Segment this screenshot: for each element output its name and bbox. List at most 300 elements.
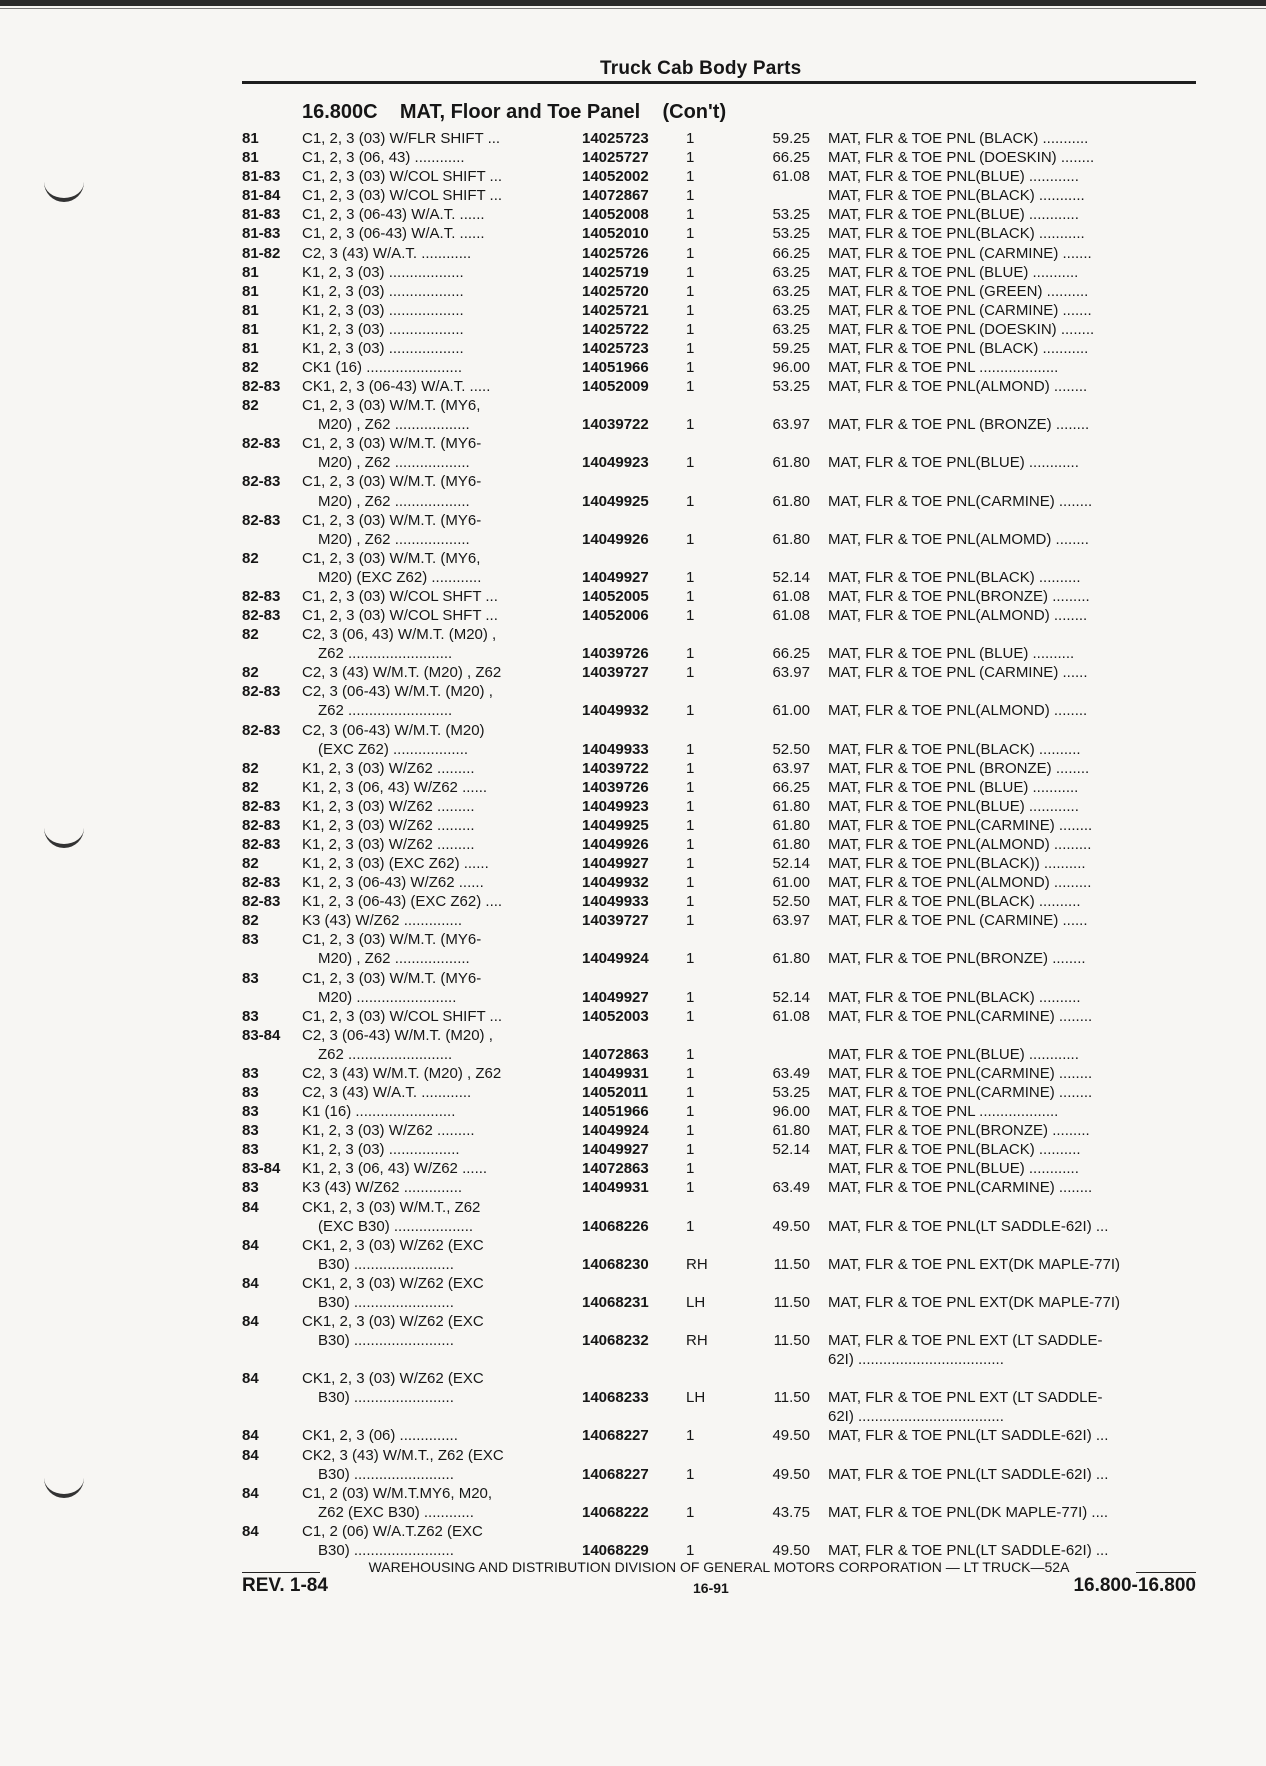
row-desc: MAT, FLR & TOE PNL (BRONZE) ........	[828, 759, 1090, 777]
row-qty: 1	[686, 1103, 695, 1121]
row-part: 14049924	[582, 1122, 649, 1140]
row-desc: MAT, FLR & TOE PNL (CARMINE) .......	[828, 244, 1092, 262]
row-price: 11.50	[773, 1332, 810, 1349]
row-price: 53.25	[772, 206, 810, 224]
row-desc: MAT, FLR & TOE PNL(BLACK)) ..........	[828, 855, 1086, 872]
row-app: K1, 2, 3 (06, 43) W/Z62 ......	[302, 1160, 488, 1178]
row-app: C1, 2, 3 (03) W/COL SHIFT ...	[302, 168, 503, 186]
row-price: 96.00	[772, 359, 810, 376]
row-fig: 82-83	[242, 607, 281, 624]
parts-row	[0, 1522, 1266, 1541]
row-app: K1, 2, 3 (03) W/Z62 .........	[302, 759, 475, 777]
row-desc: 62I) ...................................	[828, 1408, 1004, 1426]
row-part: 14049931	[582, 1179, 649, 1197]
row-app: K1, 2, 3 (03) ..................	[302, 263, 464, 281]
parts-row	[0, 1064, 1266, 1083]
row-fig: 82	[242, 626, 259, 644]
row-app: (EXC B30) ...................	[318, 1217, 474, 1235]
parts-row	[0, 682, 1266, 701]
row-fig: 83	[242, 1084, 259, 1101]
row-qty: RH	[686, 1255, 708, 1273]
row-price: 11.50	[773, 1255, 810, 1273]
row-desc: MAT, FLR & TOE PNL(ALMOND) ........	[828, 702, 1088, 720]
parts-row	[0, 1083, 1266, 1102]
row-part: 14049926	[582, 836, 649, 853]
parts-row	[0, 377, 1266, 396]
row-part: 14049923	[582, 454, 649, 472]
parts-row	[0, 606, 1266, 625]
row-app: M20) , Z62 ..................	[318, 454, 470, 472]
row-qty: 1	[686, 702, 695, 720]
row-app: C2, 3 (43) W/M.T. (M20) , Z62	[302, 1064, 502, 1082]
row-app: K1, 2, 3 (03) ..................	[302, 339, 464, 357]
row-fig: 81	[242, 320, 259, 338]
row-qty: 1	[686, 187, 695, 205]
row-fig: 84	[242, 1522, 259, 1540]
row-qty: 1	[686, 339, 695, 357]
row-desc: MAT, FLR & TOE PNL ...................	[828, 359, 1059, 376]
parts-row	[0, 358, 1266, 377]
parts-row	[0, 224, 1266, 243]
row-app: K1, 2, 3 (06-43) W/Z62 ......	[302, 874, 484, 892]
row-fig: 81-84	[242, 187, 281, 205]
parts-row	[0, 1217, 1266, 1236]
parts-row	[0, 911, 1266, 930]
row-desc: MAT, FLR & TOE PNL(CARMINE) ........	[828, 816, 1093, 834]
row-price: 63.25	[772, 282, 810, 300]
parts-row	[0, 1198, 1266, 1217]
parts-row	[0, 492, 1266, 511]
row-desc: MAT, FLR & TOE PNL (BLACK) ...........	[828, 339, 1089, 357]
row-qty: 1	[686, 759, 695, 777]
row-desc: MAT, FLR & TOE PNL(BLACK) ..........	[828, 988, 1081, 1006]
row-desc: MAT, FLR & TOE PNL (BLACK) ...........	[828, 130, 1089, 147]
row-qty: 1	[686, 740, 695, 758]
row-app: B30) ........................	[318, 1293, 454, 1311]
row-qty: 1	[686, 244, 695, 262]
row-part: 14025722	[582, 320, 649, 338]
row-desc: MAT, FLR & TOE PNL(LT SADDLE-62I) ...	[828, 1217, 1109, 1235]
row-qty: 1	[686, 530, 695, 548]
page-title: Truck Cab Body Parts	[600, 58, 802, 79]
row-qty: 1	[686, 263, 695, 281]
row-fig: 81	[242, 149, 259, 167]
row-app: CK1 (16) .......................	[302, 359, 463, 376]
row-qty: 1	[686, 664, 695, 682]
row-qty: LH	[686, 1389, 706, 1407]
row-app: C1, 2, 3 (03) W/M.T. (MY6-	[302, 435, 482, 453]
row-desc: MAT, FLR & TOE PNL (DOESKIN) ........	[828, 149, 1095, 167]
row-desc: MAT, FLR & TOE PNL(LT SADDLE-62I) ...	[828, 1541, 1109, 1559]
parts-row	[0, 587, 1266, 606]
row-price: 52.50	[772, 893, 810, 911]
row-app: C2, 3 (06-43) W/M.T. (M20) ,	[302, 1026, 493, 1044]
row-desc: MAT, FLR & TOE PNL(ALMOND) .........	[828, 874, 1092, 892]
row-fig: 81	[242, 263, 259, 281]
parts-row	[0, 663, 1266, 682]
parts-row	[0, 797, 1266, 816]
row-app: B30) ........................	[318, 1465, 454, 1483]
row-app: K3 (43) W/Z62 ..............	[302, 1179, 463, 1197]
row-fig: 84	[242, 1198, 259, 1216]
row-part: 14052009	[582, 378, 649, 395]
row-app: B30) ........................	[318, 1255, 454, 1273]
row-desc: MAT, FLR & TOE PNL EXT (LT SADDLE-	[828, 1389, 1103, 1407]
row-desc: MAT, FLR & TOE PNL (CARMINE) .......	[828, 301, 1092, 319]
row-app: C1, 2, 3 (03) W/M.T. (MY6-	[302, 931, 482, 949]
row-fig: 82-83	[242, 836, 281, 853]
parts-row	[0, 244, 1266, 263]
row-part: 14072867	[582, 187, 649, 205]
row-app: C2, 3 (06-43) W/M.T. (M20)	[302, 721, 485, 739]
row-fig: 82	[242, 664, 259, 682]
row-fig: 81	[242, 301, 259, 319]
row-desc: MAT, FLR & TOE PNL(BLACK) ..........	[828, 740, 1081, 758]
row-fig: 81-83	[242, 225, 281, 243]
row-price: 49.50	[772, 1427, 810, 1445]
parts-row	[0, 1407, 1266, 1426]
row-app: C1, 2, 3 (03) W/M.T. (MY6-	[302, 473, 482, 491]
row-qty: 1	[686, 587, 695, 605]
row-qty: 1	[686, 874, 695, 892]
row-price: 66.25	[772, 645, 810, 663]
row-fig: 82-83	[242, 378, 281, 395]
row-price: 61.80	[772, 1122, 810, 1140]
row-qty: 1	[686, 149, 695, 167]
row-qty: 1	[686, 1122, 695, 1140]
row-qty: 1	[686, 378, 695, 395]
row-app: (EXC Z62) ..................	[318, 740, 469, 758]
parts-row	[0, 530, 1266, 549]
row-app: C1, 2, 3 (03) W/COL SHIFT ...	[302, 187, 503, 205]
parts-row	[0, 1026, 1266, 1045]
row-part: 14049933	[582, 893, 649, 911]
row-app: M20) , Z62 ..................	[318, 416, 470, 434]
parts-row	[0, 969, 1266, 988]
row-fig: 83	[242, 1122, 259, 1140]
row-app: CK1, 2, 3 (03) W/Z62 (EXC	[302, 1274, 484, 1292]
row-qty: 1	[686, 1541, 695, 1559]
row-price: 63.49	[772, 1064, 810, 1082]
row-app: C2, 3 (43) W/M.T. (M20) , Z62	[302, 664, 502, 682]
row-part: 14049925	[582, 492, 649, 510]
row-qty: 1	[686, 206, 695, 224]
row-qty: 1	[686, 168, 695, 186]
parts-row	[0, 1369, 1266, 1388]
row-part: 14049931	[582, 1064, 649, 1082]
row-fig: 82-83	[242, 816, 281, 834]
row-price: 61.80	[772, 950, 810, 968]
section-range: 16.800-16.800	[1073, 1575, 1196, 1596]
parts-row	[0, 1178, 1266, 1197]
row-fig: 84	[242, 1370, 259, 1388]
footer-rule	[1136, 1572, 1196, 1573]
row-app: C2, 3 (06, 43) W/M.T. (M20) ,	[302, 626, 497, 644]
row-part: 14039726	[582, 645, 649, 663]
row-part: 14052002	[582, 168, 649, 186]
row-desc: MAT, FLR & TOE PNL(BLUE) ............	[828, 797, 1079, 815]
parts-row	[0, 625, 1266, 644]
row-app: C1, 2, 3 (03) W/COL SHIFT ...	[302, 1007, 503, 1025]
row-qty: 1	[686, 416, 695, 434]
parts-row	[0, 301, 1266, 320]
row-fig: 83	[242, 1103, 259, 1121]
row-app: CK2, 3 (43) W/M.T., Z62 (EXC	[302, 1446, 504, 1464]
row-desc: MAT, FLR & TOE PNL(CARMINE) ........	[828, 1179, 1093, 1197]
parts-row	[0, 396, 1266, 415]
row-qty: 1	[686, 855, 695, 872]
row-desc: MAT, FLR & TOE PNL(ALMOND) .........	[828, 836, 1092, 853]
row-app: C2, 3 (43) W/A.T. ............	[302, 1084, 472, 1101]
row-qty: 1	[686, 320, 695, 338]
parts-row	[0, 1121, 1266, 1140]
parts-row	[0, 1388, 1266, 1407]
row-app: K1, 2, 3 (06-43) (EXC Z62) ....	[302, 893, 503, 911]
row-fig: 81-83	[242, 168, 281, 186]
row-part: 14052003	[582, 1007, 649, 1025]
row-part: 14052010	[582, 225, 649, 243]
row-fig: 82-83	[242, 893, 281, 911]
row-desc: MAT, FLR & TOE PNL(CARMINE) ........	[828, 1064, 1093, 1082]
row-price: 61.80	[772, 530, 810, 548]
row-price: 52.50	[772, 740, 810, 758]
row-part: 14039722	[582, 759, 649, 777]
row-price: 61.80	[772, 836, 810, 853]
row-price: 66.25	[772, 244, 810, 262]
section-continued: (Con't)	[662, 101, 727, 123]
row-price: 52.14	[772, 568, 810, 586]
row-qty: 1	[686, 1007, 695, 1025]
row-app: C1, 2 (06) W/A.T.Z62 (EXC	[302, 1522, 483, 1540]
row-desc: MAT, FLR & TOE PNL(BLUE) ............	[828, 168, 1079, 186]
row-part: 14039726	[582, 778, 649, 796]
parts-row	[0, 1312, 1266, 1331]
row-desc: MAT, FLR & TOE PNL(BLUE) ............	[828, 206, 1079, 224]
row-qty: 1	[686, 1465, 695, 1483]
row-fig: 83	[242, 931, 259, 949]
row-fig: 83	[242, 1179, 259, 1197]
parts-row	[0, 835, 1266, 854]
parts-row	[0, 1102, 1266, 1121]
row-app: CK1, 2, 3 (03) W/Z62 (EXC	[302, 1313, 484, 1330]
row-fig: 83	[242, 1141, 259, 1159]
row-part: 14049925	[582, 816, 649, 834]
row-qty: 1	[686, 607, 695, 624]
row-part: 14051966	[582, 359, 649, 376]
row-qty: 1	[686, 1160, 695, 1178]
row-desc: MAT, FLR & TOE PNL(ALMOND) ........	[828, 378, 1088, 395]
row-app: K1, 2, 3 (03) W/Z62 .........	[302, 816, 475, 834]
parts-row	[0, 1350, 1266, 1369]
row-qty: 1	[686, 836, 695, 853]
row-app: CK1, 2, 3 (06) ..............	[302, 1427, 458, 1445]
row-app: M20) , Z62 ..................	[318, 950, 470, 968]
parts-row	[0, 701, 1266, 720]
row-part: 14025719	[582, 263, 649, 281]
footer-rule	[242, 1572, 320, 1573]
row-price: 63.97	[772, 759, 810, 777]
row-part: 14068232	[582, 1332, 649, 1349]
row-app: K1, 2, 3 (03) (EXC Z62) ......	[302, 855, 489, 872]
row-desc: MAT, FLR & TOE PNL (BLUE) ...........	[828, 778, 1079, 796]
row-desc: MAT, FLR & TOE PNL(BRONZE) .........	[828, 1122, 1090, 1140]
row-fig: 82-83	[242, 797, 281, 815]
row-desc: MAT, FLR & TOE PNL(ALMOND) ........	[828, 607, 1088, 624]
row-part: 14049933	[582, 740, 649, 758]
row-price: 63.97	[772, 664, 810, 682]
row-app: CK1, 2, 3 (03) W/Z62 (EXC	[302, 1370, 484, 1388]
row-qty: 1	[686, 359, 695, 376]
row-price: 63.97	[772, 912, 810, 930]
row-desc: MAT, FLR & TOE PNL(DK MAPLE-77I) ....	[828, 1503, 1109, 1521]
parts-row	[0, 1236, 1266, 1255]
row-desc: MAT, FLR & TOE PNL(BRONZE) ........	[828, 950, 1086, 968]
parts-row	[0, 930, 1266, 949]
row-price: 61.00	[772, 874, 810, 892]
row-desc: MAT, FLR & TOE PNL EXT (LT SADDLE-	[828, 1332, 1103, 1349]
row-app: C1, 2, 3 (03) W/FLR SHIFT ...	[302, 130, 501, 147]
row-desc: MAT, FLR & TOE PNL(BLACK) ...........	[828, 187, 1085, 205]
row-app: K1, 2, 3 (03) W/Z62 .........	[302, 797, 475, 815]
row-desc: MAT, FLR & TOE PNL ...................	[828, 1103, 1059, 1121]
parts-row	[0, 320, 1266, 339]
row-desc: MAT, FLR & TOE PNL (CARMINE) ......	[828, 664, 1088, 682]
row-price: 61.08	[772, 607, 810, 624]
parts-row	[0, 472, 1266, 491]
row-price: 66.25	[772, 778, 810, 796]
row-app: C1, 2, 3 (03) W/COL SHFT ...	[302, 587, 498, 605]
row-price: 63.49	[772, 1179, 810, 1197]
row-desc: MAT, FLR & TOE PNL(BLUE) ............	[828, 454, 1079, 472]
row-fig: 83	[242, 969, 259, 987]
row-app: B30) ........................	[318, 1541, 454, 1559]
row-qty: 1	[686, 912, 695, 930]
row-part: 14068226	[582, 1217, 649, 1235]
row-price: 49.50	[772, 1541, 810, 1559]
row-price: 63.25	[772, 301, 810, 319]
footer-division: WAREHOUSING AND DISTRIBUTION DIVISION OF GENERAL MOTORS CORPORATION — LT TRUCK—52A	[368, 1559, 1070, 1575]
row-app: C1, 2, 3 (03) W/M.T. (MY6-	[302, 511, 482, 529]
row-part: 14049923	[582, 797, 649, 815]
row-fig: 82	[242, 549, 259, 567]
row-app: K1, 2, 3 (03) W/Z62 .........	[302, 1122, 475, 1140]
row-desc: MAT, FLR & TOE PNL EXT(DK MAPLE-77I)	[828, 1255, 1121, 1273]
row-app: K1, 2, 3 (03) ..................	[302, 282, 464, 300]
row-price: 53.25	[772, 378, 810, 395]
row-price: 43.75	[772, 1503, 810, 1521]
row-part: 14025723	[582, 130, 649, 147]
row-fig: 82-83	[242, 683, 281, 701]
row-desc: MAT, FLR & TOE PNL (CARMINE) ......	[828, 912, 1088, 930]
parts-row	[0, 778, 1266, 797]
row-fig: 82-83	[242, 721, 281, 739]
row-desc: MAT, FLR & TOE PNL(BLUE) ............	[828, 1160, 1079, 1178]
row-price: 11.50	[773, 1293, 810, 1311]
row-fig: 83	[242, 1007, 259, 1025]
parts-row	[0, 1007, 1266, 1026]
row-qty: 1	[686, 1045, 695, 1063]
parts-row	[0, 1446, 1266, 1465]
parts-row	[0, 282, 1266, 301]
row-qty: LH	[686, 1293, 706, 1311]
parts-row	[0, 1255, 1266, 1274]
row-desc: MAT, FLR & TOE PNL(BLACK) ...........	[828, 225, 1085, 243]
row-app: C1, 2, 3 (06-43) W/A.T. ......	[302, 206, 485, 224]
row-fig: 82	[242, 759, 259, 777]
parts-row	[0, 1465, 1266, 1484]
row-price: 61.08	[772, 1007, 810, 1025]
row-app: C1, 2, 3 (06, 43) ............	[302, 149, 465, 167]
row-qty: 1	[686, 1064, 695, 1082]
row-part: 14049924	[582, 950, 649, 968]
row-desc: MAT, FLR & TOE PNL(CARMINE) ........	[828, 1084, 1093, 1101]
row-fig: 84	[242, 1236, 259, 1254]
parts-row	[0, 1331, 1266, 1350]
section-name: MAT, Floor and Toe Panel	[399, 101, 641, 123]
row-price: 61.08	[772, 587, 810, 605]
parts-row	[0, 568, 1266, 587]
row-part: 14049927	[582, 855, 649, 872]
row-desc: MAT, FLR & TOE PNL(BLACK) ..........	[828, 568, 1081, 586]
parts-row	[0, 1484, 1266, 1503]
row-price: 59.25	[772, 130, 810, 147]
parts-row	[0, 892, 1266, 911]
row-price: 52.14	[772, 1141, 810, 1159]
row-price: 52.14	[772, 988, 810, 1006]
row-part: 14039722	[582, 416, 649, 434]
row-app: Z62 .........................	[318, 702, 453, 720]
row-part: 14025726	[582, 244, 649, 262]
row-fig: 82	[242, 359, 259, 376]
row-part: 14068222	[582, 1503, 649, 1521]
row-qty: 1	[686, 492, 695, 510]
parts-row	[0, 1426, 1266, 1445]
row-fig: 84	[242, 1427, 259, 1445]
row-qty: 1	[686, 1141, 695, 1159]
row-part: 14049927	[582, 988, 649, 1006]
row-price: 61.80	[772, 816, 810, 834]
row-price: 61.00	[772, 702, 810, 720]
parts-row	[0, 205, 1266, 224]
row-app: Z62 .........................	[318, 1045, 453, 1063]
row-part: 14025727	[582, 149, 649, 167]
row-app: K1, 2, 3 (03) .................	[302, 1141, 460, 1159]
parts-row	[0, 644, 1266, 663]
row-app: K1, 2, 3 (03) ..................	[302, 320, 464, 338]
row-qty: 1	[686, 797, 695, 815]
row-price: 61.80	[772, 454, 810, 472]
parts-row	[0, 759, 1266, 778]
parts-row	[0, 129, 1266, 148]
row-price: 61.80	[772, 797, 810, 815]
row-fig: 82	[242, 778, 259, 796]
row-price: 96.00	[772, 1103, 810, 1121]
row-price: 63.25	[772, 263, 810, 281]
row-fig: 81	[242, 130, 259, 147]
row-price: 61.80	[772, 492, 810, 510]
row-fig: 82-83	[242, 874, 281, 892]
row-app: Z62 (EXC B30) ............	[318, 1503, 474, 1521]
parts-row	[0, 263, 1266, 282]
row-qty: 1	[686, 454, 695, 472]
row-price: 53.25	[772, 1084, 810, 1101]
row-price: 52.14	[772, 855, 810, 872]
row-desc: MAT, FLR & TOE PNL(ALMOMD) ........	[828, 530, 1089, 548]
row-qty: 1	[686, 225, 695, 243]
row-qty: 1	[686, 1179, 695, 1197]
row-qty: 1	[686, 988, 695, 1006]
row-qty: 1	[686, 568, 695, 586]
